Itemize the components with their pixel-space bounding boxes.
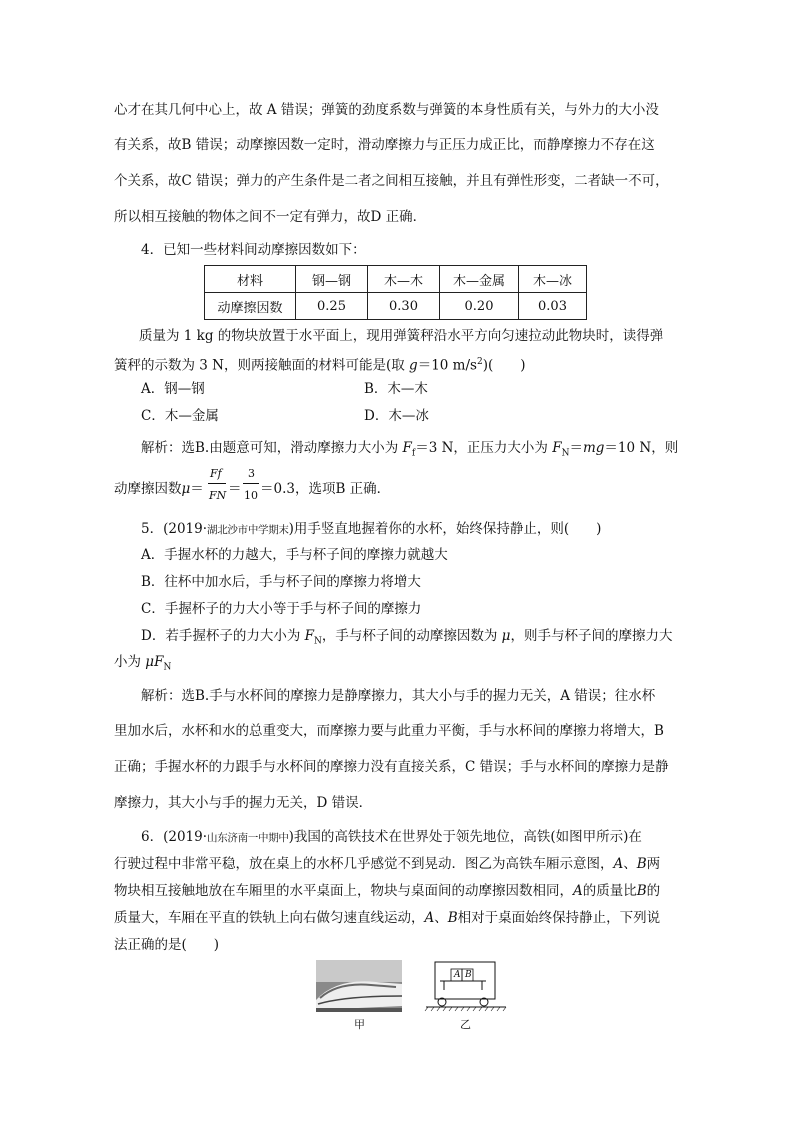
table-cell: 0.30 [368, 293, 440, 320]
table-cell: 木—金属 [440, 266, 519, 293]
table-cell: 材料 [205, 266, 296, 293]
answer-line: 个关系，故C 错误；弹力的产生条件是二者之间相互接触，并且有弹性形变，二者缺一不可， [114, 173, 669, 189]
answer-line: 动摩擦因数μ＝ [114, 481, 204, 497]
question-4-stem: 4．已知一些材料间动摩擦因数如下： [141, 242, 366, 258]
answer-line: 心才在其几何中心上，故 A 错误；弹簧的劲度系数与弹簧的本身性质有关，与外力的大小没 [114, 102, 659, 118]
option-a: A．钢—钢 [141, 381, 205, 397]
friction-coefficient-table [204, 265, 587, 320]
question-4-body: 簧秤的示数为 3 N，则两接触面的材料可能是(取 g＝10 $m/s^2$)( ) [114, 357, 526, 374]
option-d-continued: 小为 $\mu F_N$ [114, 654, 172, 673]
question-6-stem: 行驶过程中非常平稳，放在桌上的水杯几乎感觉不到晃动．图乙为高铁车厢示意图，A、B两 [114, 856, 661, 872]
answer-line: 解析：选B.手与水杯间的摩擦力是静摩擦力，其大小与手的握力无关，A 错误；往水杯 [141, 688, 656, 704]
option-d: D．若手握杯子的力大小为 $F_N$，手与杯子间的动摩擦因数为 μ，则手与杯子间的摩擦力大 [141, 628, 673, 647]
answer-line: 解析：选B.由题意可知，滑动摩擦力大小为 $F_f=3$ N，正压力大小为 $F_N=mg=10$ N，则 [141, 440, 679, 459]
fraction-denominator: FN [209, 489, 227, 502]
block-b-label: B [465, 970, 472, 980]
table-cell: 木—木 [368, 266, 440, 293]
table-cell: 木—冰 [519, 266, 587, 293]
option-c: C．手握杯子的力大小等于手与杯子间的摩擦力 [141, 601, 422, 617]
question-6-stem: 6．(2019·山东济南一中期中)我国的高铁技术在世界处于领先地位，高铁(如图甲所示)在 [141, 829, 642, 845]
carriage-diagram [424, 960, 508, 1012]
option-d: D．木—冰 [364, 408, 429, 424]
option-c: C．木—金属 [141, 408, 219, 424]
question-6-stem: 物块相互接触地放在车厢里的水平桌面上，物块与桌面间的动摩擦因数相同，A的质量比B的 [114, 883, 661, 899]
question-5-stem: 5．(2019·湖北沙市中学期末)用手竖直地握着你的水杯，始终保持静止，则( ) [141, 521, 602, 537]
fraction-bar [208, 483, 226, 484]
high-speed-train-photo [316, 960, 402, 1012]
answer-line: 所以相互接触的物体之间不一定有弹力，故D 正确． [114, 209, 427, 225]
answer-line: 有关系，故B 错误；动摩擦因数一定时，滑动摩擦力与正压力成正比，而静摩擦力不存在这 [114, 137, 655, 153]
table-cell: 钢—钢 [296, 266, 368, 293]
option-b: B．往杯中加水后，手与杯子间的摩擦力将增大 [141, 574, 421, 590]
answer-line: 摩擦力，其大小与手的握力无关，D 错误． [114, 795, 373, 811]
table-cell: 动摩擦因数 [205, 293, 296, 320]
question-6-stem: 质量大，车厢在平直的铁轨上向右做匀速直线运动，A、B相对于桌面始终保持静止，下列说 [114, 910, 661, 926]
block-a-label: A [454, 970, 461, 980]
answer-line: 里加水后，水杯和水的总重变大，而摩擦力要与此重力平衡，手与水杯间的摩擦力将增大，B [114, 723, 664, 739]
question-6-stem: 法正确的是( ) [114, 937, 220, 953]
answer-line: ＝0.3，选项B 正确． [260, 481, 391, 497]
question-4-body: 质量为 1 kg 的物块放置于水平面上，现用弹簧秤沿水平方向匀速拉动此物块时，读得弹 [139, 328, 664, 344]
figure-caption-jia: 甲 [354, 1018, 365, 1031]
table-cell: 0.20 [440, 293, 519, 320]
fraction-numerator: 3 [248, 467, 255, 480]
figure-caption-yi: 乙 [460, 1018, 471, 1031]
fraction-numerator: Ff [210, 467, 222, 480]
fraction-denominator: 10 [244, 489, 258, 502]
table-cell: 0.25 [296, 293, 368, 320]
answer-line: 正确；手握水杯的力跟手与水杯间的摩擦力没有直接关系，C 错误；手与水杯间的摩擦力是静 [114, 759, 669, 775]
table-cell: 0.03 [519, 293, 587, 320]
table-row [205, 293, 587, 320]
table-header-row [205, 266, 587, 293]
option-a: A．手握水杯的力越大，手与杯子间的摩擦力就越大 [141, 547, 448, 563]
equals-sign: ＝ [228, 481, 242, 497]
fraction-bar [243, 483, 259, 484]
option-b: B．木—木 [364, 381, 428, 397]
